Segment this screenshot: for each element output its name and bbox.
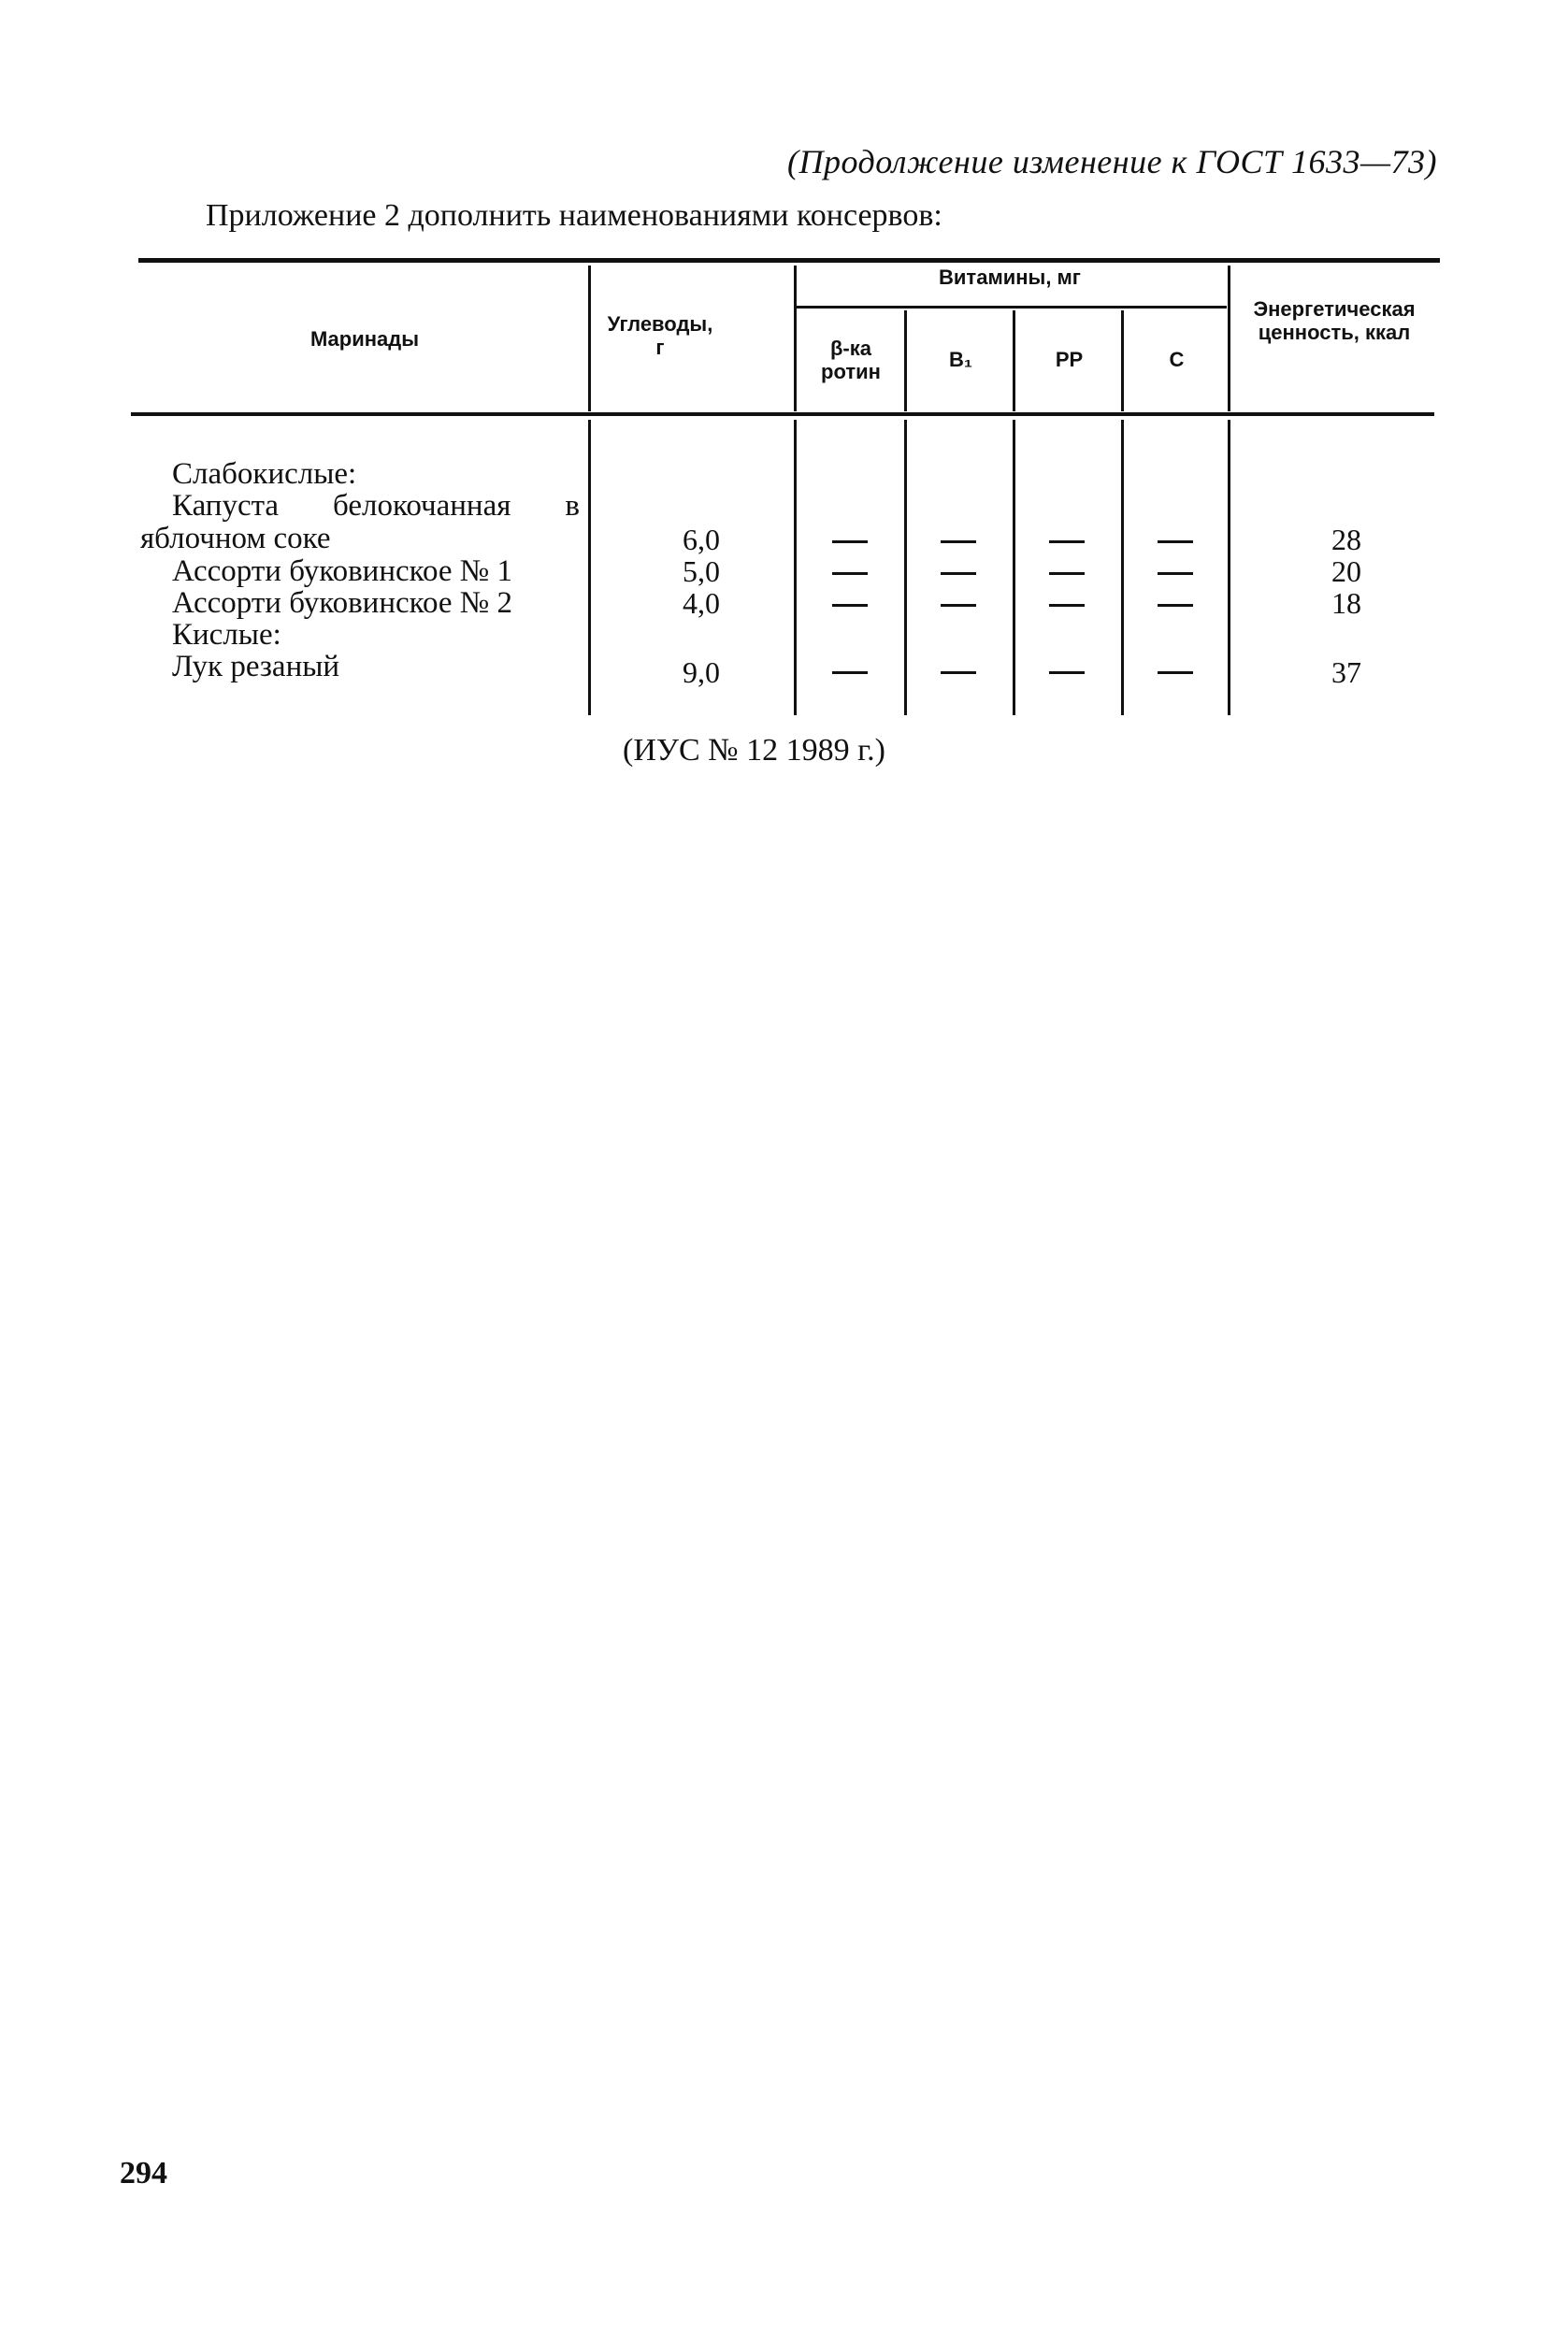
header-divider	[1228, 266, 1230, 411]
header-vitamins: Витамины, мг	[939, 266, 1081, 289]
energy-value: 37	[1331, 655, 1361, 689]
row-label: Ассорти буковинское № 1	[172, 554, 513, 588]
header-divider	[904, 310, 907, 411]
row-label: Лук резаный	[172, 650, 340, 683]
energy-value: 18	[1331, 586, 1361, 620]
empty-value-dash	[1158, 572, 1193, 575]
empty-value-dash	[941, 604, 976, 607]
empty-value-dash	[941, 671, 976, 674]
table-top-rule	[138, 258, 1440, 263]
energy-value: 28	[1331, 523, 1361, 556]
header-beta-carotene: β-ка ротин	[821, 337, 881, 383]
empty-value-dash	[1049, 572, 1085, 575]
page-number: 294	[120, 2156, 167, 2190]
body-divider	[904, 420, 907, 715]
empty-value-dash	[1049, 604, 1085, 607]
header-pp: PP	[1055, 348, 1084, 371]
vitamins-group-rule	[797, 306, 1227, 309]
body-divider	[1228, 420, 1230, 715]
energy-value: 20	[1331, 554, 1361, 588]
body-divider	[588, 420, 591, 715]
empty-value-dash	[832, 540, 868, 543]
empty-value-dash	[941, 572, 976, 575]
empty-value-dash	[1158, 540, 1193, 543]
empty-value-dash	[941, 540, 976, 543]
carbs-value: 9,0	[683, 655, 720, 689]
row-label: Ассорти буковинское № 2	[172, 586, 513, 620]
body-divider	[1121, 420, 1124, 715]
header-carbs: Углеводы, г	[607, 312, 713, 359]
header-c: C	[1169, 348, 1185, 371]
header-divider	[794, 266, 797, 411]
header-divider	[1013, 310, 1015, 411]
empty-value-dash	[1158, 604, 1193, 607]
row-group-label: Слабокислые:	[172, 457, 357, 491]
intro-text: Приложение 2 дополнить наименованиями консервов:	[206, 198, 942, 233]
source-note: (ИУС № 12 1989 г.)	[623, 733, 885, 768]
carbs-value: 4,0	[683, 586, 720, 620]
body-divider	[1013, 420, 1015, 715]
header-energy: Энергетическая ценность, ккал	[1253, 297, 1416, 344]
row-label: Капуста белокочанная в яблочном соке	[140, 489, 580, 555]
body-divider	[794, 420, 797, 715]
header-bottom-rule	[131, 412, 1434, 416]
carbs-value: 5,0	[683, 554, 720, 588]
carbs-value: 6,0	[683, 523, 720, 556]
empty-value-dash	[1049, 540, 1085, 543]
header-b1: B₁	[949, 348, 972, 371]
header-divider	[588, 266, 591, 411]
continuation-note: (Продолжение изменение к ГОСТ 1633—73)	[786, 143, 1437, 180]
empty-value-dash	[1158, 671, 1193, 674]
empty-value-dash	[832, 604, 868, 607]
row-group-label: Кислые:	[172, 618, 281, 652]
empty-value-dash	[832, 671, 868, 674]
empty-value-dash	[1049, 671, 1085, 674]
header-divider	[1121, 310, 1124, 411]
empty-value-dash	[832, 572, 868, 575]
header-marinades: Маринады	[309, 327, 420, 351]
